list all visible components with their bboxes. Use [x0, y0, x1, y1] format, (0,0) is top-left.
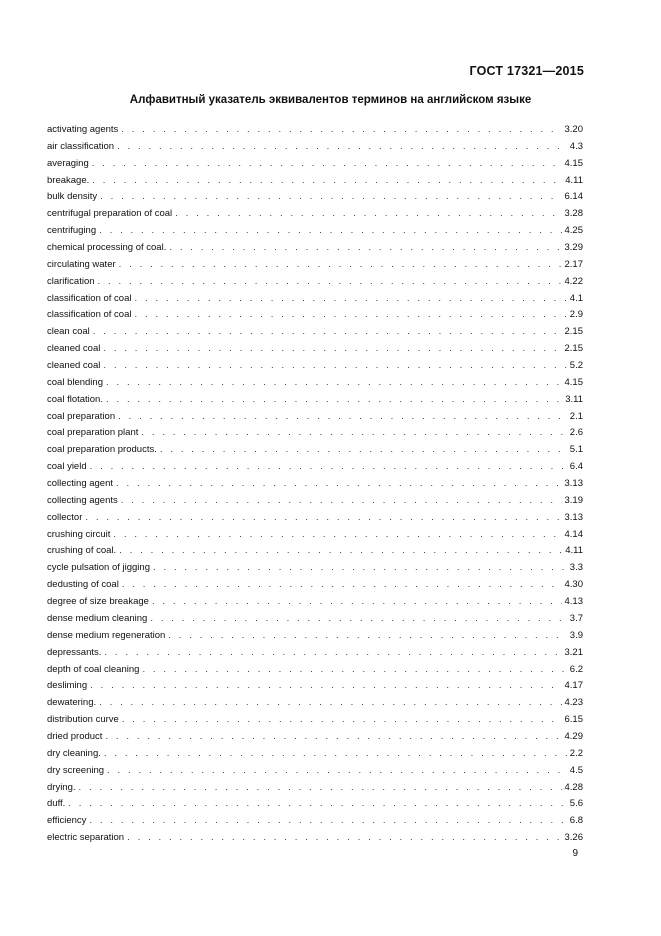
index-term: dedusting of coal [47, 579, 119, 591]
index-term: depressants. [47, 646, 102, 658]
dot-leader [85, 510, 561, 527]
index-entry [47, 206, 583, 223]
index-term: bulk density [47, 191, 98, 203]
dot-leader [90, 678, 561, 695]
index-entry [47, 139, 583, 156]
index-entry [47, 425, 583, 442]
index-term: cycle pulsation of jigging [47, 562, 150, 574]
dot-leader [106, 392, 562, 409]
index-term: clean coal [47, 326, 90, 338]
index-entry [47, 678, 583, 695]
dot-leader [103, 341, 561, 358]
index-entry [47, 156, 583, 173]
index-entry [47, 274, 583, 291]
index-reference: 5.2 [569, 360, 583, 372]
index-term: crushing of coal. [47, 545, 117, 557]
index-reference: 3.28 [564, 208, 583, 220]
term-index-list [47, 122, 583, 847]
index-reference: 2.6 [569, 427, 583, 439]
index-term: duff. [47, 798, 66, 810]
index-term: dense medium regeneration [47, 629, 166, 641]
index-term: circulating water [47, 258, 116, 270]
index-reference: 3.7 [569, 612, 583, 624]
index-reference: 3.20 [564, 124, 583, 135]
dot-leader [106, 375, 562, 392]
index-entry [47, 223, 583, 240]
index-reference: 4.3 [569, 140, 583, 152]
index-entry [47, 645, 583, 662]
dot-leader [153, 560, 567, 577]
dot-leader [118, 409, 567, 426]
index-term: desliming [47, 680, 88, 692]
index-entry [47, 291, 583, 308]
dot-leader [92, 173, 562, 190]
index-reference: 4.28 [564, 781, 583, 793]
index-term: coal preparation [47, 410, 116, 422]
index-term: clarification [47, 275, 95, 287]
index-term: classification of coal [47, 292, 132, 304]
index-entry [47, 459, 583, 476]
index-entry [47, 240, 583, 257]
index-term: drying. [47, 781, 76, 793]
document-standard-number: ГОСТ 17321—2015 [469, 64, 584, 78]
index-term: cleaned coal [47, 360, 101, 372]
index-term: efficiency [47, 815, 87, 827]
dot-leader [122, 577, 562, 594]
dot-leader [152, 594, 562, 611]
dot-leader [90, 459, 567, 476]
index-entry [47, 628, 583, 645]
index-reference: 4.11 [565, 545, 583, 557]
index-reference: 6.15 [564, 714, 583, 726]
index-entry [47, 560, 583, 577]
index-reference: 4.5 [569, 764, 583, 776]
index-entry [47, 695, 583, 712]
index-reference: 3.19 [564, 494, 583, 506]
index-term: dry screening [47, 764, 105, 776]
index-term: collecting agent [47, 478, 114, 490]
dot-leader [104, 645, 561, 662]
index-reference: 2.2 [569, 747, 583, 759]
index-entry [47, 442, 583, 459]
dot-leader [122, 712, 562, 729]
index-term: coal yield [47, 461, 87, 473]
index-reference: 2.17 [564, 258, 583, 270]
index-entry [47, 712, 583, 729]
dot-leader [160, 442, 567, 459]
dot-leader [121, 122, 561, 139]
dot-leader [99, 223, 561, 240]
index-reference: 2.15 [564, 326, 583, 338]
dot-leader [68, 796, 566, 813]
index-entry [47, 409, 583, 426]
page-number: 9 [572, 848, 578, 859]
index-term: coal preparation plant [47, 427, 139, 439]
index-term: collector [47, 511, 83, 523]
index-term: coal blending [47, 376, 103, 388]
dot-leader [134, 307, 566, 324]
index-entry [47, 611, 583, 628]
index-reference: 2.15 [564, 343, 583, 355]
index-reference: 3.21 [564, 646, 583, 658]
index-term: depth of coal cleaning [47, 663, 140, 675]
index-term: electric separation [47, 832, 125, 844]
index-term: collecting agents [47, 494, 118, 506]
dot-leader [103, 358, 566, 375]
dot-leader [127, 830, 561, 847]
index-term: coal flotation. [47, 393, 103, 405]
index-entry [47, 527, 583, 544]
index-entry [47, 375, 583, 392]
dot-leader [105, 729, 561, 746]
index-entry [47, 780, 583, 797]
dot-leader [92, 156, 562, 173]
index-term: dried product [47, 730, 103, 742]
index-term: chemical processing of coal. [47, 242, 167, 254]
index-entry [47, 543, 583, 560]
index-reference: 4.25 [564, 225, 583, 237]
index-entry [47, 307, 583, 324]
index-term: classification of coal [47, 309, 132, 321]
page-title: Алфавитный указатель эквивалентов терминов на английском языке [129, 94, 532, 106]
index-term: coal preparation products. [47, 444, 157, 456]
index-entry [47, 746, 583, 763]
index-term: air classification [47, 140, 115, 152]
dot-leader [100, 189, 561, 206]
index-reference: 4.15 [564, 376, 583, 388]
index-term: dry cleaning. [47, 747, 101, 759]
index-entry [47, 324, 583, 341]
index-entry [47, 577, 583, 594]
index-term: centrifugal preparation of coal [47, 208, 173, 220]
index-entry [47, 510, 583, 527]
index-reference: 4.1 [569, 292, 583, 304]
dot-leader [93, 324, 562, 341]
index-entry [47, 476, 583, 493]
index-term: averaging [47, 157, 89, 169]
index-term: breakage. [47, 174, 90, 186]
index-reference: 3.9 [569, 629, 583, 641]
dot-leader [99, 695, 561, 712]
index-entry [47, 358, 583, 375]
index-reference: 4.11 [565, 174, 583, 186]
dot-leader [175, 206, 561, 223]
index-term: dense medium cleaning [47, 612, 148, 624]
dot-leader [113, 527, 561, 544]
index-entry [47, 729, 583, 746]
index-entry [47, 122, 583, 139]
index-entry [47, 493, 583, 510]
index-entry [47, 392, 583, 409]
index-reference: 6.8 [569, 815, 583, 827]
dot-leader [141, 425, 566, 442]
dot-leader [119, 257, 562, 274]
index-entry [47, 257, 583, 274]
index-term: cleaned coal [47, 343, 101, 355]
index-reference: 6.4 [569, 461, 583, 473]
index-reference: 3.13 [564, 478, 583, 490]
index-reference: 2.1 [569, 410, 583, 422]
index-entry [47, 763, 583, 780]
index-reference: 4.30 [564, 579, 583, 591]
index-term: dewatering. [47, 697, 97, 709]
index-entry [47, 662, 583, 679]
dot-leader [79, 780, 562, 797]
index-reference: 3.26 [564, 832, 583, 844]
index-reference: 4.17 [564, 680, 583, 692]
dot-leader [116, 476, 561, 493]
dot-leader [104, 746, 567, 763]
index-term: distribution curve [47, 714, 119, 726]
index-reference: 4.23 [564, 697, 583, 709]
dot-leader [134, 291, 566, 308]
index-reference: 6.14 [564, 191, 583, 203]
index-entry [47, 796, 583, 813]
index-reference: 3.13 [564, 511, 583, 523]
dot-leader [119, 543, 562, 560]
index-entry [47, 813, 583, 830]
index-entry [47, 341, 583, 358]
dot-leader [98, 274, 562, 291]
index-reference: 3.29 [564, 242, 583, 254]
index-entry [47, 173, 583, 190]
dot-leader [117, 139, 567, 156]
index-reference: 4.29 [564, 730, 583, 742]
index-reference: 4.15 [564, 157, 583, 169]
index-term: activating agents [47, 124, 119, 135]
dot-leader [150, 611, 566, 628]
dot-leader [89, 813, 566, 830]
index-reference: 4.22 [564, 275, 583, 287]
index-reference: 4.14 [564, 528, 583, 540]
dot-leader [107, 763, 567, 780]
index-term: crushing circuit [47, 528, 111, 540]
index-term: centrifuging [47, 225, 97, 237]
index-reference: 4.13 [564, 596, 583, 608]
index-entry [47, 830, 583, 847]
index-term: degree of size breakage [47, 596, 149, 608]
index-reference: 3.11 [565, 393, 583, 405]
index-entry [47, 594, 583, 611]
dot-leader [169, 240, 561, 257]
dot-leader [142, 662, 566, 679]
index-reference: 5.6 [569, 798, 583, 810]
index-reference: 6.2 [569, 663, 583, 675]
index-entry [47, 189, 583, 206]
index-reference: 3.3 [569, 562, 583, 574]
index-reference: 2.9 [569, 309, 583, 321]
dot-leader [121, 493, 562, 510]
dot-leader [168, 628, 566, 645]
index-reference: 5.1 [569, 444, 583, 456]
